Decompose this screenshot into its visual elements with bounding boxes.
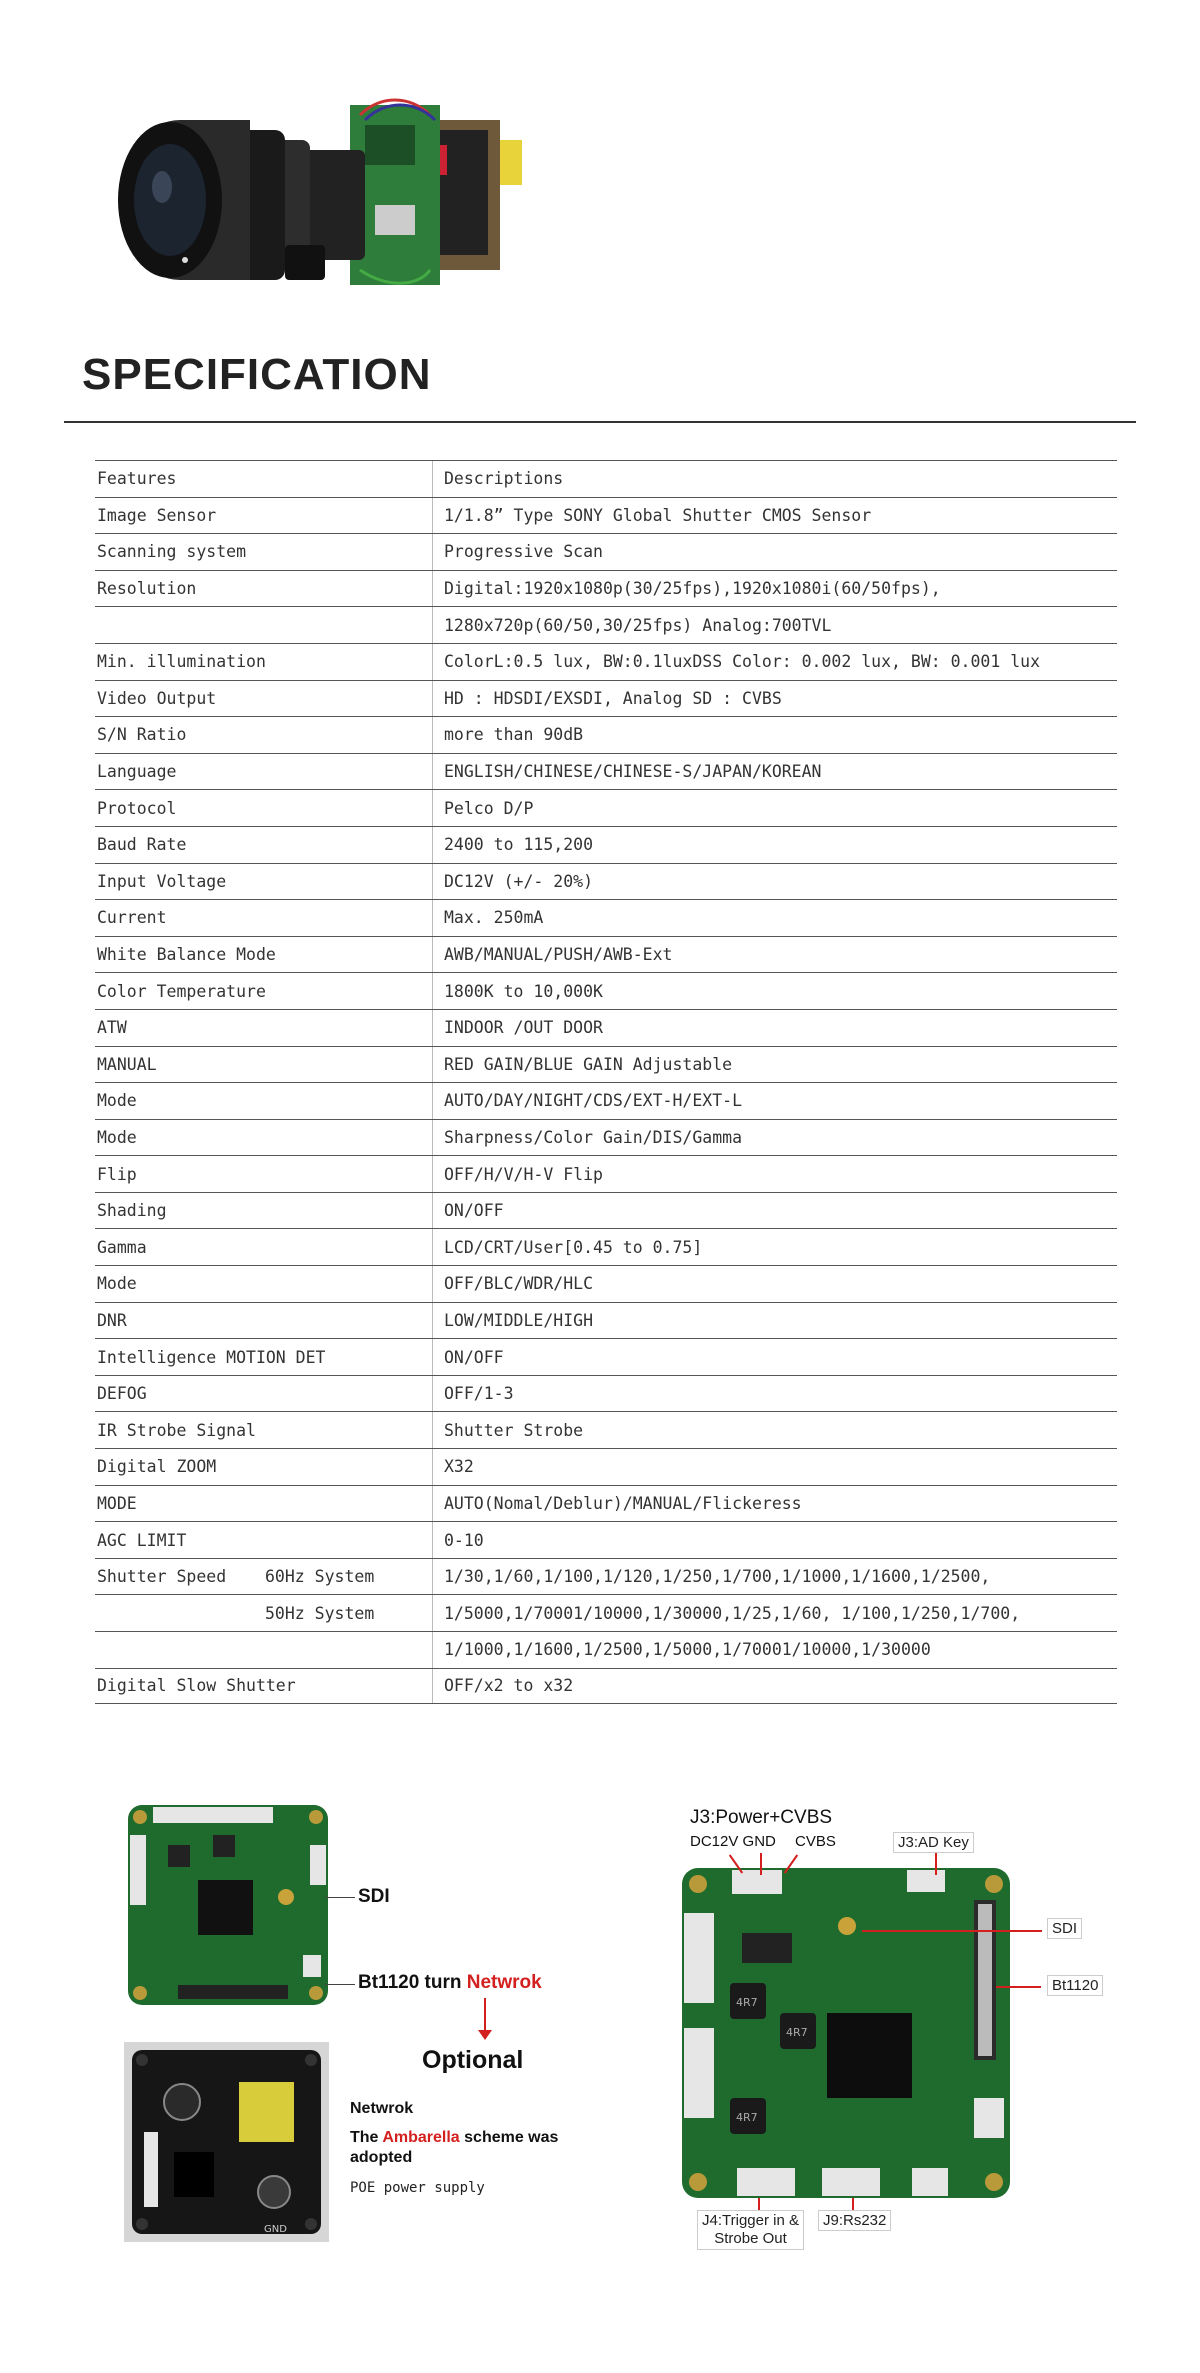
description-text: ON/OFF [444,1201,504,1221]
description-text: 1/1.8” Type SONY Global Shutter CMOS Sensor [444,505,872,525]
feature-cell [97,1449,409,1485]
table-row [95,1594,1117,1631]
subfeature-text: 50Hz System [265,1603,375,1623]
feature-cell [97,1083,409,1119]
feature-text: Shading [97,1201,167,1221]
description-cell [432,900,1113,936]
feature-text: Mode [97,1274,137,1294]
table-row [95,1485,1117,1522]
description-cell [432,1303,1113,1339]
description-cell [432,717,1113,753]
feature-text: Scanning system [97,542,247,562]
description-text: HD : HDSDI/EXSDI, Analog SD : CVBS [444,688,782,708]
feature-text: Gamma [97,1237,147,1257]
table-row [95,1631,1117,1668]
description-text: OFF/1-3 [444,1384,514,1404]
description-text: AWB/MANUAL/PUSH/AWB-Ext [444,945,673,965]
description-text: 2400 to 115,200 [444,835,594,855]
description-cell [432,827,1113,863]
header-descriptions-text: Descriptions [444,469,564,489]
table-row [95,936,1117,973]
ad-key-arrow [935,1853,937,1875]
description-text: more than 90dB [444,725,584,745]
description-cell [432,864,1113,900]
description-cell [432,607,1113,643]
network-title: Netwrok [350,2100,414,2117]
j4-trigger-strobe-label [697,2210,804,2250]
table-row [95,1302,1117,1339]
description-cell [432,1156,1113,1192]
j4-line2: Strobe Out [714,2230,787,2247]
description-cell [432,1083,1113,1119]
description-text: 1/1000,1/1600,1/2500,1/5000,1/70001/10000,1/30000 [444,1640,931,1660]
feature-text: IR Strobe Signal [97,1420,256,1440]
feature-text: Language [97,762,177,782]
feature-cell [97,1010,409,1046]
feature-cell [97,1339,409,1375]
table-row [95,1411,1117,1448]
optional-arrow-line [484,1998,486,2034]
description-text: 1/5000,1/70001/10000,1/30000,1/25,1/60, 1/100,1/250,1/700, [444,1603,1021,1623]
feature-cell [97,498,409,534]
feature-cell [97,864,409,900]
table-row [95,1338,1117,1375]
feature-cell [97,827,409,863]
description-cell [432,1120,1113,1156]
j3-power-cvbs-label: J3:Power+CVBS [690,1807,833,1828]
description-cell [432,1595,1113,1631]
feature-cell [97,1595,409,1631]
description-cell [432,1193,1113,1229]
feature-text: DEFOG [97,1384,147,1404]
feature-cell [97,1303,409,1339]
feature-cell [97,681,409,717]
description-text: 0-10 [444,1530,484,1550]
description-cell [432,1376,1113,1412]
description-text: 1280x720p(60/50,30/25fps) Analog:700TVL [444,615,832,635]
sdi-label: SDI [358,1886,390,1907]
feature-cell [97,900,409,936]
feature-cell [97,754,409,790]
bt1120-network-red: Netwrok [466,1972,542,1993]
feature-text: Image Sensor [97,505,217,525]
header-descriptions [432,461,1113,497]
table-row [95,753,1117,790]
feature-cell [97,937,409,973]
scheme-suffix: scheme was [464,2129,559,2146]
feature-text: Digital Slow Shutter [97,1676,296,1696]
feature-cell [97,1632,409,1668]
description-text: OFF/BLC/WDR/HLC [444,1274,594,1294]
description-text: 1800K to 10,000K [444,981,603,1001]
description-text: OFF/H/V/H-V Flip [444,1164,603,1184]
bt1120-leader-line [325,1984,355,1985]
table-row [95,570,1117,607]
table-row [95,1228,1117,1265]
table-row [95,972,1117,1009]
table-row [95,1448,1117,1485]
subfeature-text: 60Hz System [265,1567,375,1587]
description-cell [432,1339,1113,1375]
description-cell [432,498,1113,534]
description-cell [432,1412,1113,1448]
description-text: LCD/CRT/User[0.45 to 0.75] [444,1237,703,1257]
chip-label-3: 4R7 [736,2111,758,2124]
sdi-leader-line [325,1897,355,1898]
feature-cell [97,1522,409,1558]
description-cell [432,644,1113,680]
table-row [95,1668,1117,1705]
feature-cell [97,1376,409,1412]
feature-cell [97,1669,409,1704]
description-text: AUTO/DAY/NIGHT/CDS/EXT-H/EXT-L [444,1091,743,1111]
description-text: Progressive Scan [444,542,603,562]
feature-text: Min. illumination [97,652,266,672]
right-sdi-label: SDI [1047,1918,1082,1939]
description-text: OFF/x2 to x32 [444,1676,574,1696]
description-cell [432,1632,1113,1668]
table-row [95,1192,1117,1229]
table-row [95,826,1117,863]
feature-cell [97,1266,409,1302]
description-cell [432,534,1113,570]
table-row [95,606,1117,643]
feature-cell [97,1412,409,1448]
feature-text: Digital ZOOM [97,1457,217,1477]
table-row [95,533,1117,570]
dc12v-gnd-label: DC12V GND [690,1833,776,1850]
description-text: Shutter Strobe [444,1420,584,1440]
description-cell [432,1522,1113,1558]
description-text: LOW/MIDDLE/HIGH [444,1310,594,1330]
table-row [95,899,1117,936]
feature-cell [97,1559,409,1595]
page-title: SPECIFICATION [82,350,432,399]
ambarella-red: Ambarella [382,2129,460,2146]
description-cell [432,1266,1113,1302]
feature-cell [97,1047,409,1083]
description-cell [432,1047,1113,1083]
description-cell [432,754,1113,790]
description-text: X32 [444,1457,474,1477]
poe-board-image [124,2042,329,2242]
table-row [95,643,1117,680]
sdi-board-image [128,1805,328,2005]
gnd-arrow [760,1853,762,1875]
description-cell [432,973,1113,1009]
feature-text: Resolution [97,579,197,599]
feature-cell [97,1229,409,1265]
description-cell [432,1229,1113,1265]
feature-text: AGC LIMIT [97,1530,187,1550]
feature-text: Baud Rate [97,835,187,855]
description-text: Sharpness/Color Gain/DIS/Gamma [444,1127,743,1147]
feature-text: Flip [97,1164,137,1184]
description-text: 1/30,1/60,1/100,1/120,1/250,1/700,1/1000,1/1600,1/2500, [444,1567,991,1587]
description-text: AUTO(Nomal/Deblur)/MANUAL/Flickeress [444,1493,802,1513]
feature-text: Intelligence MOTION DET [97,1347,326,1367]
feature-text: ATW [97,1018,127,1038]
description-cell [432,681,1113,717]
feature-text: MANUAL [97,1054,157,1074]
description-cell [432,790,1113,826]
chip-label-2: 4R7 [786,2026,808,2039]
header-features: Features [97,469,177,489]
feature-cell [97,1486,409,1522]
description-text: Pelco D/P [444,798,534,818]
feature-cell [97,973,409,1009]
ambarella-scheme-text [350,2128,558,2168]
title-divider [64,421,1136,423]
feature-text: DNR [97,1310,127,1330]
chip-label-1: 4R7 [736,1996,758,2009]
table-row [95,1009,1117,1046]
j3-ad-key-label: J3:AD Key [893,1832,974,1853]
table-row [95,1046,1117,1083]
feature-text: Input Voltage [97,871,227,891]
cvbs-label: CVBS [795,1833,836,1850]
feature-text: S/N Ratio [97,725,187,745]
feature-cell [97,534,409,570]
description-text: ENGLISH/CHINESE/CHINESE-S/JAPAN/KOREAN [444,762,822,782]
bt1120-prefix: Bt1120 turn [358,1972,462,1993]
feature-text: Mode [97,1127,137,1147]
feature-text: Protocol [97,798,177,818]
description-cell [432,1486,1113,1522]
description-text: RED GAIN/BLUE GAIN Adjustable [444,1054,733,1074]
scheme-prefix: The [350,2129,379,2146]
poe-board-gnd-text: GND [264,2224,287,2235]
table-row [95,1521,1117,1558]
description-text: ON/OFF [444,1347,504,1367]
feature-text: MODE [97,1493,137,1513]
right-bt1120-label: Bt1120 [1047,1975,1103,1996]
table-row [95,680,1117,717]
description-cell [432,1010,1113,1046]
description-cell [432,1669,1113,1704]
poe-power-supply-text: POE power supply [350,2180,485,2196]
description-cell [432,1559,1113,1595]
description-cell [432,937,1113,973]
table-row [95,1119,1117,1156]
scheme-line2: adopted [350,2149,413,2166]
feature-text: Video Output [97,688,217,708]
table-row [95,716,1117,753]
description-text: INDOOR /OUT DOOR [444,1018,603,1038]
feature-cell [97,790,409,826]
description-text: Max. 250mA [444,908,544,928]
table-row [95,789,1117,826]
feature-text: White Balance Mode [97,945,276,965]
feature-text: Shutter Speed [97,1567,227,1587]
table-row [95,497,1117,534]
feature-text: Mode [97,1091,137,1111]
feature-cell [97,644,409,680]
description-cell [432,1449,1113,1485]
feature-cell [97,607,409,643]
bt1120-pointer-line [996,1986,1041,1988]
feature-cell [97,1120,409,1156]
main-board-image [682,1868,1010,2198]
table-row [95,1265,1117,1302]
optional-label: Optional [422,2046,524,2074]
camera-module-image [110,95,540,300]
feature-cell [97,717,409,753]
table-row [95,1155,1117,1192]
sdi-pointer-line [862,1930,1042,1932]
feature-text: Current [97,908,167,928]
feature-text: Color Temperature [97,981,266,1001]
description-text: DC12V (+/- 20%) [444,871,594,891]
bt1120-turn-network-label [358,1972,542,1994]
table-header-row [95,460,1117,497]
feature-cell [97,571,409,607]
j4-line1: J4:Trigger in & [702,2212,799,2229]
description-text: ColorL:0.5 lux, BW:0.1luxDSS Color: 0.002 lux, BW: 0.001 lux [444,652,1041,672]
j9-rs232-label: J9:Rs232 [818,2210,891,2231]
table-row [95,863,1117,900]
table-row [95,1558,1117,1595]
optional-arrow-head [478,2030,492,2040]
specification-table [95,460,1117,1704]
feature-cell [97,1156,409,1192]
table-row [95,1375,1117,1412]
description-text: Digital:1920x1080p(30/25fps),1920x1080i(60/50fps), [444,579,941,599]
description-cell [432,571,1113,607]
feature-cell [97,1193,409,1229]
table-row [95,1082,1117,1119]
